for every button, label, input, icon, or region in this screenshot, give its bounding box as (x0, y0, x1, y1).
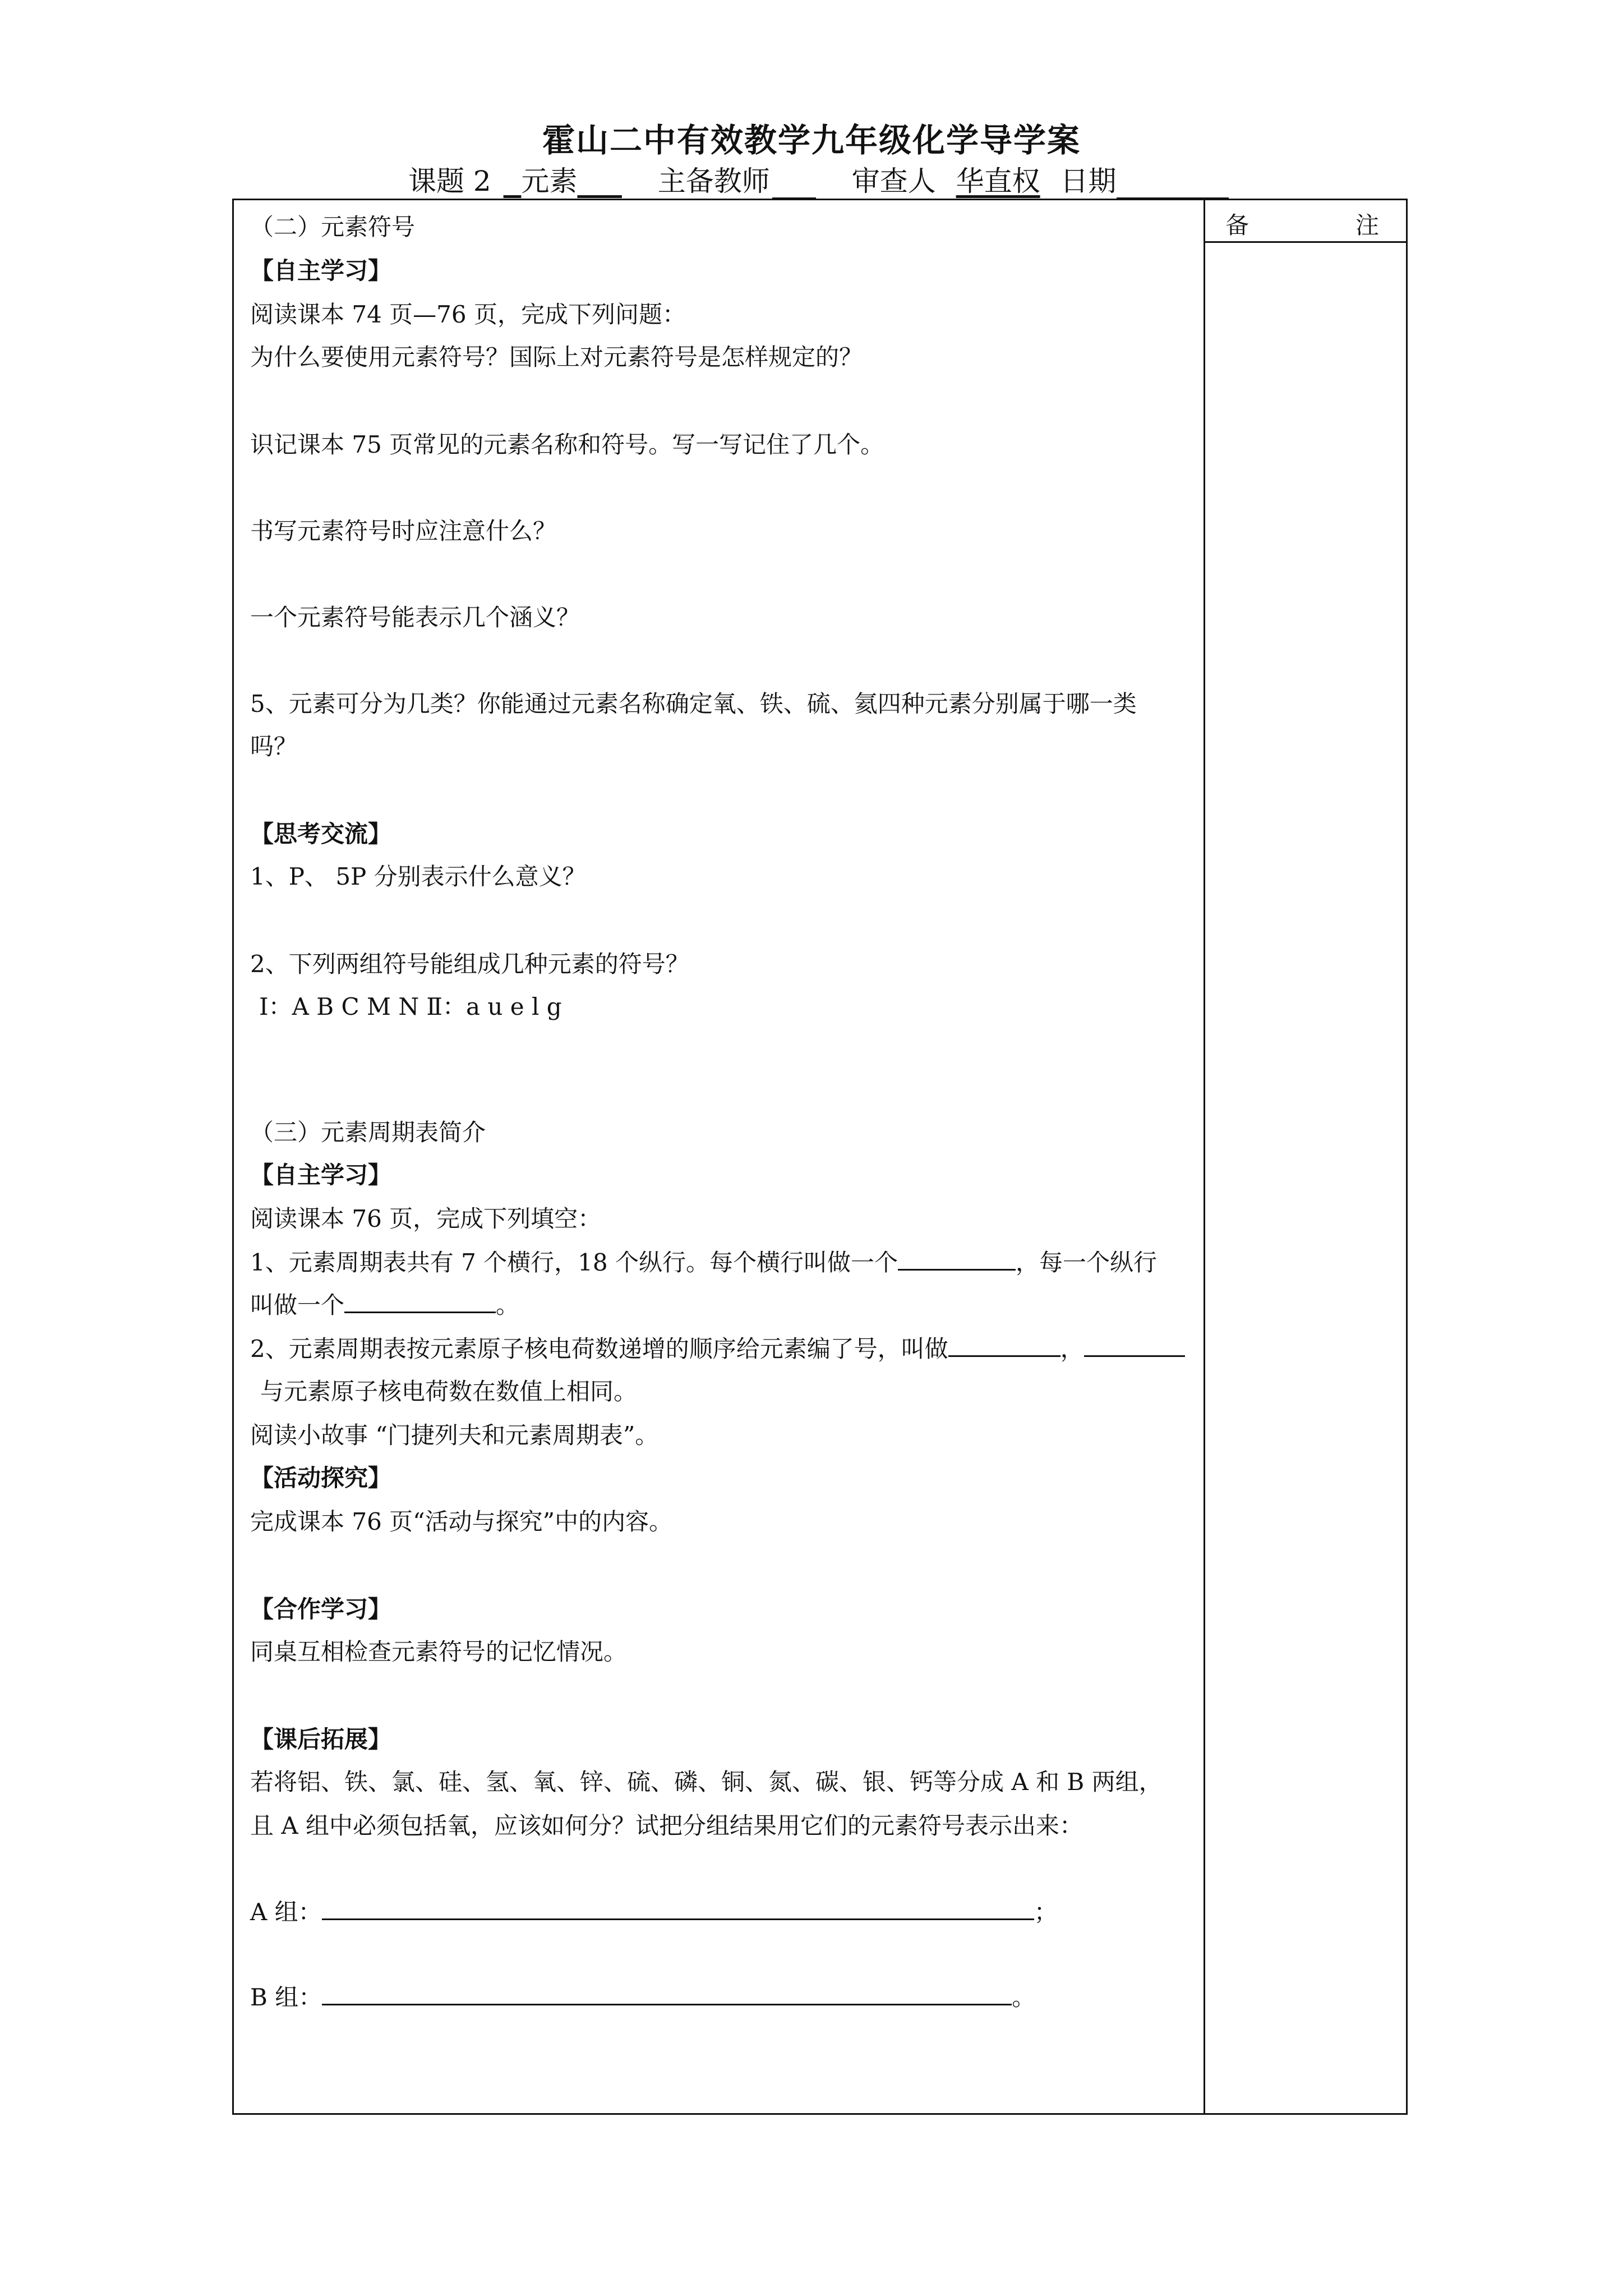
section3-title: （三）元素周期表简介 (250, 1119, 486, 1146)
activity-heading: 【活动探究】 (250, 1464, 392, 1492)
cooperation-heading: 【合作学习】 (250, 1595, 392, 1623)
question-5-line-1: 5、元素可分为几类？你能通过元素名称确定氧、铁、硫、氦四种元素分别属于哪一类 (250, 690, 1137, 717)
fill-question-2: 2、元素周期表按元素原子核电荷数递增的顺序给元素编了号，叫做 ， (250, 1331, 1185, 1364)
group-a-row: A 组： ； (250, 1894, 1058, 1927)
lesson-info-line (408, 159, 1229, 199)
teacher-label: 主备教师 (657, 165, 770, 197)
fill-blank-group[interactable] (344, 1289, 496, 1313)
reading-instruction-1: 阅读课本 74 页—76 页，完成下列问题： (250, 301, 686, 328)
fill-question-1-cont: 叫做一个 。 (250, 1287, 519, 1320)
notes-label-right: 注 (1355, 211, 1379, 239)
cooperation-text: 同桌互相检查元素符号的记忆情况。 (250, 1638, 628, 1665)
group-b-answer-line[interactable] (322, 1981, 1012, 2005)
fill-question-1: 1、元素周期表共有 7 个横行，18 个纵行。每个横行叫做一个 ，每一个纵行 (250, 1244, 1157, 1278)
question-4: 一个元素符号能表示几个涵义？ (250, 604, 580, 631)
question-3: 书写元素符号时应注意什么？ (250, 517, 557, 545)
fill-question-2-cont: 与元素原子核电荷数在数值上相同。 (260, 1378, 638, 1405)
fill-blank-atomic-number[interactable] (948, 1333, 1061, 1357)
extension-line-2: 且 A 组中必须包括氧，应该如何分？试把分组结果用它们的元素符号表示出来： (250, 1812, 1083, 1839)
question-5-line-2: 吗？ (250, 733, 298, 760)
teacher-blank (772, 172, 816, 199)
think-question-1: 1、P、 5P 分别表示什么意义？ (250, 863, 586, 890)
reviewer-label: 审查人 (851, 165, 936, 197)
question-2: 识记课本 75 页常见的元素名称和符号。写一写记住了几个。 (250, 431, 884, 458)
self-study-heading-2: 【自主学习】 (250, 1161, 392, 1189)
date-blank (1117, 172, 1229, 199)
notes-divider (1204, 199, 1205, 2115)
reading-instruction-2: 阅读课本 76 页，完成下列填空： (250, 1205, 602, 1232)
fill-blank-period[interactable] (898, 1246, 1016, 1271)
think-heading: 【思考交流】 (250, 820, 392, 848)
date-label: 日期 (1060, 165, 1117, 197)
group-a-label: A 组： (250, 1898, 322, 1926)
section2-title: （二）元素符号 (250, 213, 416, 241)
think-question-2: 2、下列两组符号能组成几种元素的符号？ (250, 950, 689, 978)
group-b-row: B 组： 。 (250, 1979, 1035, 2013)
topic-label: 课题 2 (408, 165, 491, 197)
self-study-heading-1: 【自主学习】 (250, 257, 392, 284)
symbol-groups: Ⅰ：A B C M N Ⅱ：a u e l g (259, 993, 562, 1020)
question-1: 为什么要使用元素符号？国际上对元素符号是怎样规定的？ (250, 343, 863, 371)
group-b-label: B 组： (250, 1984, 322, 2011)
topic-value: 元素 (521, 165, 578, 197)
story-instruction: 阅读小故事 “门捷列夫和元素周期表”。 (250, 1421, 659, 1449)
activity-text: 完成课本 76 页“活动与探究”中的内容。 (250, 1508, 673, 1535)
reviewer-value: 华直权 (956, 165, 1040, 197)
group-a-answer-line[interactable] (322, 1896, 1034, 1920)
extension-line-1: 若将铝、铁、氯、硅、氢、氧、锌、硫、磷、铜、氮、碳、银、钙等分成 A 和 B 两组， (250, 1768, 1163, 1796)
page-title: 霍山二中有效教学九年级化学导学案 (542, 121, 1081, 159)
fill-blank-equal-quantity[interactable] (1084, 1333, 1185, 1357)
notes-label-left: 备 (1225, 211, 1249, 239)
extension-heading: 【课后拓展】 (250, 1726, 392, 1753)
notes-header (1205, 200, 1406, 243)
